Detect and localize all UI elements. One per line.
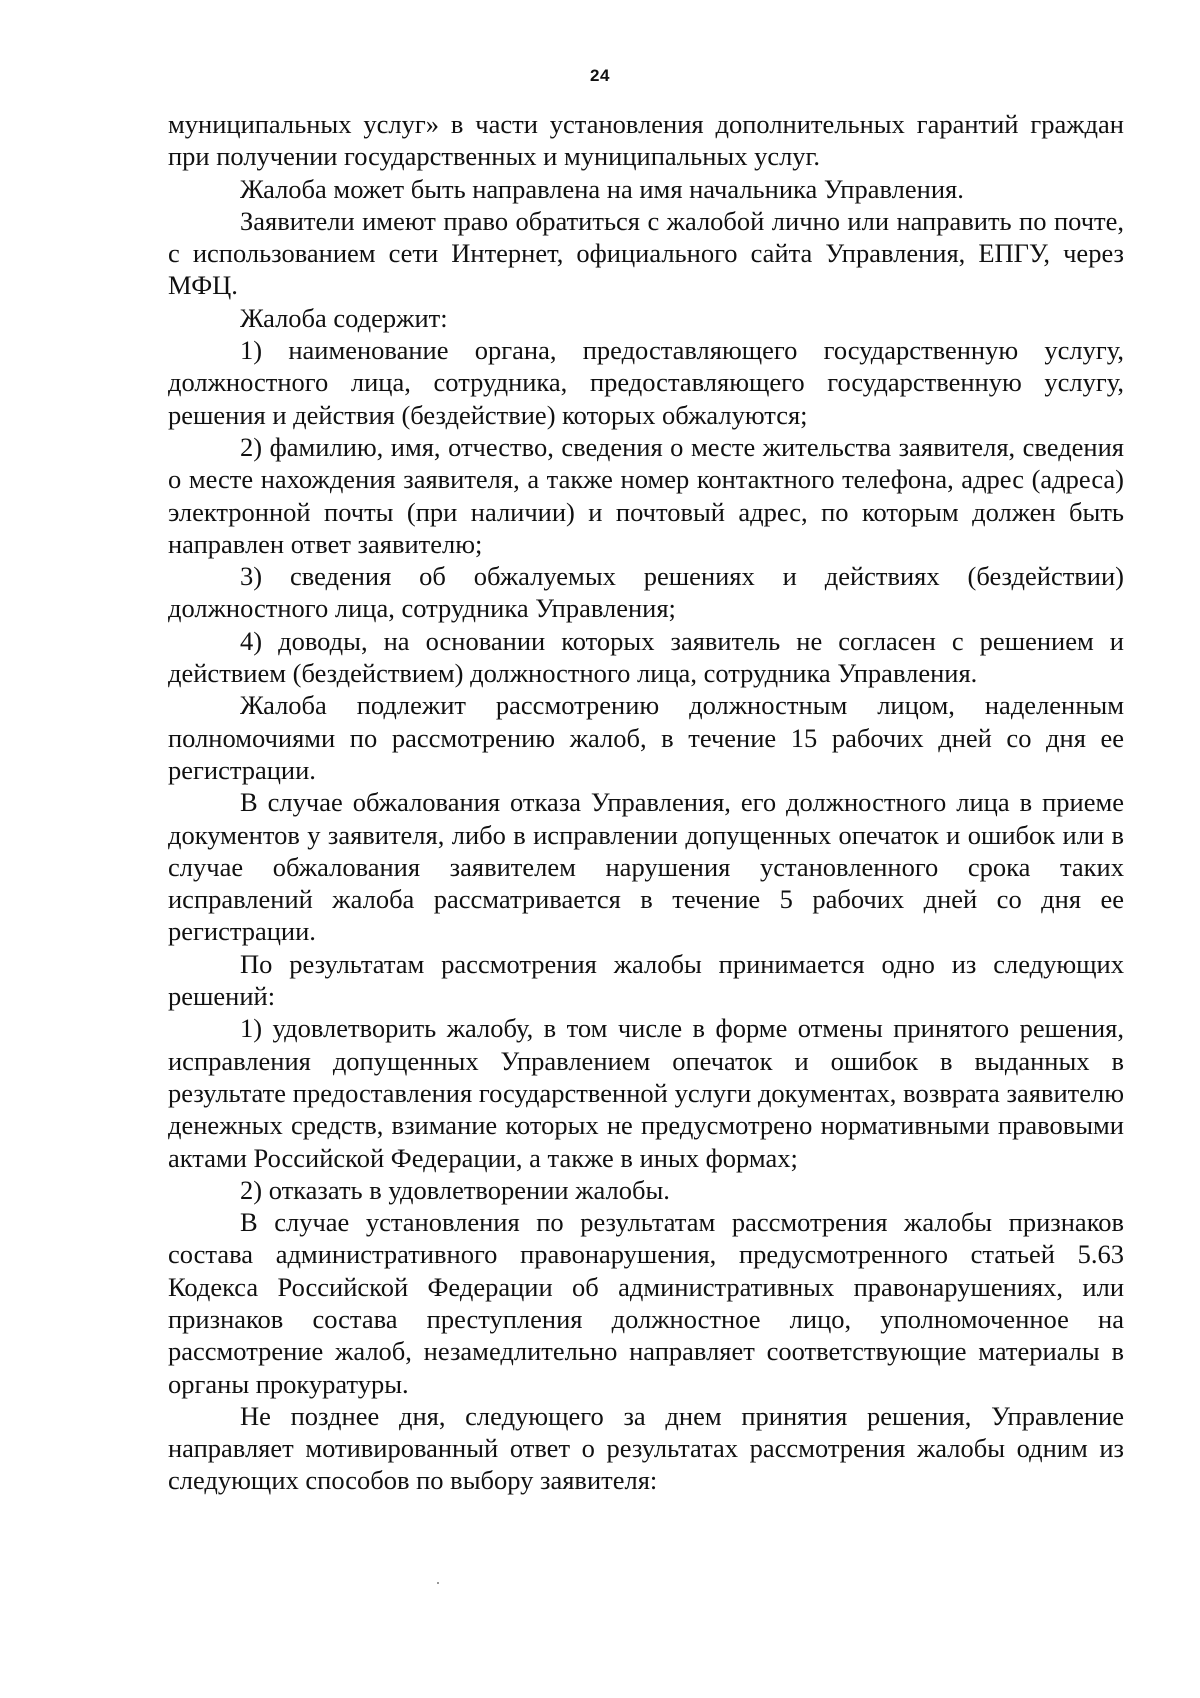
paragraph: Жалоба содержит: bbox=[240, 302, 448, 333]
paragraph: По результатам рассмотрения жалобы принимается одно из следующих решений: bbox=[168, 948, 1124, 1012]
list-item: 1) удовлетворить жалобу, в том числе в форме отмены принятого решения, исправления допущенных Управлением опечаток и ошибок в выданных в результате предоставления государственной услуги документах, возврата заявителю денежных средств, взимание которых не предусмотрено нормативными правовыми актами Российской Федерации, а также в иных формах; bbox=[168, 1013, 1124, 1173]
list-item: 2) фамилию, имя, отчество, сведения о месте жительства заявителя, сведения о месте нахождения заявителя, а также номер контактного телефона, адрес (адреса) электронной почты (при наличии) и почтовый адрес, по которым должен быть направлен ответ заявителю; bbox=[168, 431, 1124, 559]
paragraph: Заявители имеют право обратиться с жалобой лично или направить по почте, с использованием сети Интернет, официального сайта Управления, ЕПГУ, через МФЦ. bbox=[168, 205, 1124, 301]
paragraph: Жалоба может быть направлена на имя начальника Управления. bbox=[240, 173, 964, 204]
list-item: 4) доводы, на основании которых заявитель не согласен с решением и действием (бездействием) должностного лица, сотрудника Управления. bbox=[168, 625, 1124, 689]
paragraph-continuation: муниципальных услуг» в части установления дополнительных гарантий граждан при получении государственных и муниципальных услуг. bbox=[168, 109, 1124, 172]
document-body bbox=[168, 108, 1124, 1497]
page-number: 24 bbox=[590, 66, 610, 85]
paragraph: В случае обжалования отказа Управления, его должностного лица в приеме документов у заявителя, либо в исправлении допущенных опечаток и ошибок или в случае обжалования заявителем нарушения установленного срока таких исправлений жалоба рассматривается в течение 5 рабочих дней со дня ее регистрации. bbox=[168, 787, 1124, 947]
paragraph: В случае установления по результатам рассмотрения жалобы признаков состава административного правонарушения, предусмотренного статьей 5.63 Кодекса Российской Федерации об административных правонарушениях, или признаков состава преступления должностное лицо, уполномоченное на рассмотрение жалоб, незамедлительно направляет соответствующие материалы в органы прокуратуры. bbox=[168, 1207, 1124, 1399]
paragraph: Жалоба подлежит рассмотрению должностным лицом, наделенным полномочиями по рассмотрению жалоб, в течение 15 рабочих дней со дня ее регистрации. bbox=[168, 690, 1124, 785]
list-item: 3) сведения об обжалуемых решениях и действиях (бездействии) должностного лица, сотрудника Управления; bbox=[168, 561, 1124, 624]
list-item: 1) наименование органа, предоставляющего государственную услугу, должностного лица, сотрудника, предоставляющего государственную услугу, решения и действия (бездействие) которых обжалуются; bbox=[168, 335, 1124, 430]
paragraph: Не позднее дня, следующего за днем принятия решения, Управление направляет мотивированный ответ о результатах рассмотрения жалобы одним из следующих способов по выбору заявителя: bbox=[168, 1400, 1124, 1496]
scan-artifact bbox=[437, 1582, 439, 1584]
list-item: 2) отказать в удовлетворении жалобы. bbox=[240, 1174, 670, 1205]
